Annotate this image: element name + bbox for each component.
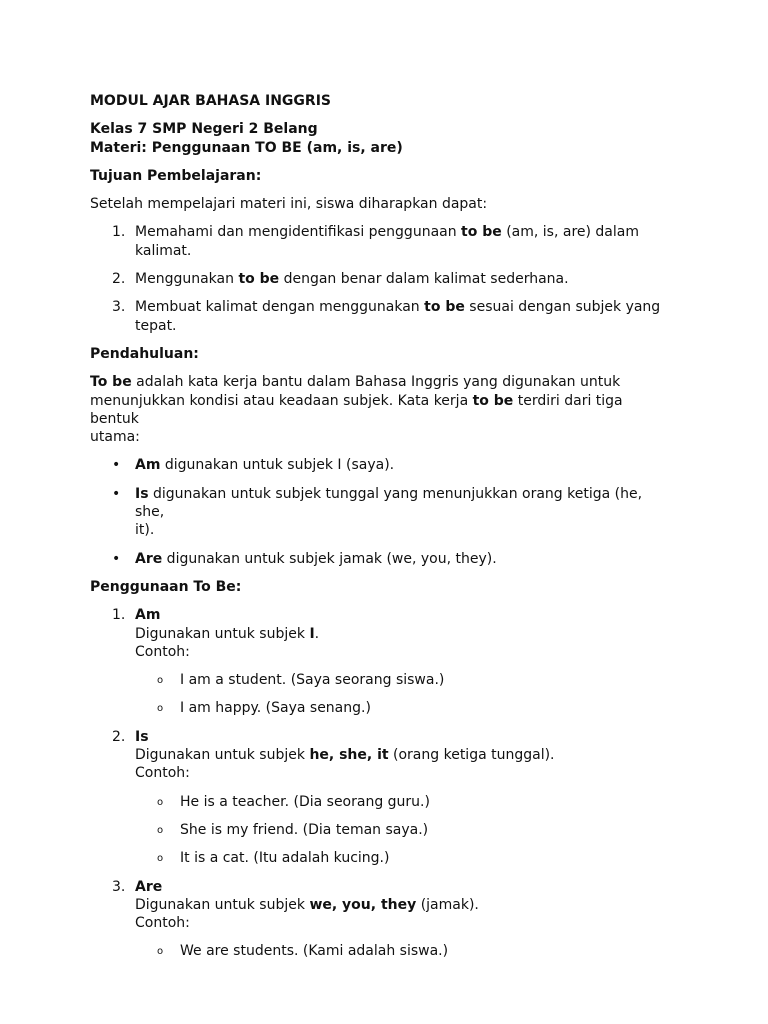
example-item: [135, 699, 672, 717]
objective-text: [135, 223, 672, 241]
bullet-text-part: digunakan untuk subjek I (saya).: [160, 457, 395, 474]
objectives-list: [90, 223, 672, 334]
usage-text-part: Digunakan untuk subjek: [135, 747, 310, 764]
usage-text-part: Digunakan untuk subjek: [135, 625, 310, 642]
example-list: [135, 942, 672, 960]
bullet-bold: Is: [135, 485, 149, 502]
list-number: 1.: [112, 607, 126, 624]
objective-item: [90, 298, 672, 335]
list-number: 3.: [112, 299, 126, 316]
introduction-heading: Pendahuluan:: [90, 345, 199, 362]
objective-text-part: dengan benar dalam kalimat sederhana.: [279, 271, 569, 288]
objective-text: [135, 270, 672, 288]
example-list: [135, 793, 672, 868]
list-item: [90, 456, 672, 474]
example-label: Contoh:: [135, 765, 190, 782]
bullet-icon: •: [112, 550, 121, 567]
usage-item-am: [90, 606, 672, 717]
example-text: He is a teacher. (Dia seorang guru.): [180, 793, 430, 810]
class-info: [90, 120, 672, 157]
objective-bold: to be: [461, 224, 502, 241]
bullet-icon: •: [112, 457, 121, 474]
bullet-text-part: digunakan untuk subjek jamak (we, you, they).: [162, 550, 497, 567]
document-title: MODUL AJAR BAHASA INGGRIS: [90, 93, 331, 109]
introduction-paragraph: [90, 373, 672, 446]
intro-bold: To be: [90, 374, 132, 391]
list-number: 1.: [112, 224, 126, 241]
usage-heading: Penggunaan To Be:: [90, 578, 242, 595]
list-number: 3.: [112, 878, 126, 895]
bullet-text: [135, 456, 672, 474]
objectives-heading: Tujuan Pembelajaran:: [90, 167, 262, 184]
bullet-bold: Are: [135, 550, 163, 567]
objective-item: [90, 223, 672, 260]
usage-description: [135, 746, 672, 764]
usage-subject: we, you, they: [309, 896, 417, 913]
objective-bold: to be: [424, 299, 465, 316]
usage-form: Is: [135, 728, 149, 745]
list-number: 2.: [112, 271, 126, 288]
intro-line: [90, 392, 672, 429]
usage-description: [135, 625, 672, 643]
intro-bold: to be: [472, 392, 514, 409]
intro-line: utama:: [90, 429, 140, 446]
example-item: [135, 793, 672, 811]
usage-text-part: (orang ketiga tunggal).: [388, 747, 555, 764]
intro-text-part: terdiri dari tiga bentuk: [90, 392, 623, 427]
example-item: [135, 671, 672, 689]
circle-bullet-icon: o: [157, 853, 164, 865]
objective-text-part: Menggunakan: [135, 271, 239, 288]
usage-text-part: .: [314, 625, 320, 642]
example-label: Contoh:: [135, 643, 190, 660]
usage-item-are: [90, 878, 672, 961]
objective-text-part: Memahami dan mengidentifikasi penggunaan: [135, 224, 462, 241]
intro-text-part: adalah kata kerja bantu dalam Bahasa Inggris yang digunakan untuk: [131, 374, 621, 391]
intro-line: [90, 373, 672, 391]
material-line: Materi: Penggunaan TO BE (am, is, are): [90, 139, 403, 156]
class-line: Kelas 7 SMP Negeri 2 Belang: [90, 121, 318, 138]
to-be-forms-list: [90, 456, 672, 567]
example-item: [135, 942, 672, 960]
circle-bullet-icon: o: [157, 796, 164, 808]
usage-form: Am: [135, 607, 161, 624]
objective-text-part: Membuat kalimat dengan menggunakan: [135, 299, 425, 316]
example-item: [135, 849, 672, 867]
example-text: I am happy. (Saya senang.): [180, 700, 371, 717]
objective-text-line2: kalimat.: [135, 242, 192, 259]
circle-bullet-icon: o: [157, 703, 164, 715]
objective-text-part: (am, is, are) dalam: [501, 224, 639, 241]
objective-text-line2: tepat.: [135, 317, 177, 334]
objective-bold: to be: [238, 271, 280, 288]
bullet-text: [135, 485, 672, 522]
example-text: She is my friend. (Dia teman saya.): [180, 821, 429, 838]
usage-text-part: (jamak).: [416, 896, 479, 913]
example-text: It is a cat. (Itu adalah kucing.): [180, 850, 390, 867]
usage-text-part: Digunakan untuk subjek: [135, 896, 310, 913]
circle-bullet-icon: o: [157, 824, 164, 836]
list-item: [90, 485, 672, 540]
objective-text: [135, 298, 672, 316]
example-text: I am a student. (Saya seorang siswa.): [180, 672, 445, 689]
usage-subject: he, she, it: [309, 747, 389, 764]
circle-bullet-icon: o: [157, 946, 164, 958]
example-label: Contoh:: [135, 915, 190, 932]
objectives-intro: Setelah mempelajari materi ini, siswa diharapkan dapat:: [90, 196, 488, 213]
usage-subject: I: [309, 625, 315, 642]
example-text: We are students. (Kami adalah siswa.): [180, 943, 449, 960]
usage-description: [135, 896, 672, 914]
bullet-bold: Am: [135, 457, 161, 474]
example-item: [135, 821, 672, 839]
bullet-text: [135, 550, 672, 568]
bullet-text-part: digunakan untuk subjek tunggal yang menunjukkan orang ketiga (he, she,: [135, 485, 643, 521]
usage-list: [90, 606, 672, 960]
circle-bullet-icon: o: [157, 675, 164, 687]
usage-form: Are: [135, 878, 163, 895]
intro-text-part: menunjukkan kondisi atau keadaan subjek. Kata kerja: [90, 392, 473, 409]
usage-item-is: [90, 728, 672, 868]
bullet-text-line2: it).: [135, 522, 155, 539]
objective-item: [90, 270, 672, 288]
list-item: [90, 550, 672, 568]
example-list: [135, 671, 672, 718]
list-number: 2.: [112, 728, 126, 745]
bullet-icon: •: [112, 485, 121, 502]
objective-text-part: sesuai dengan subjek yang: [464, 299, 661, 316]
